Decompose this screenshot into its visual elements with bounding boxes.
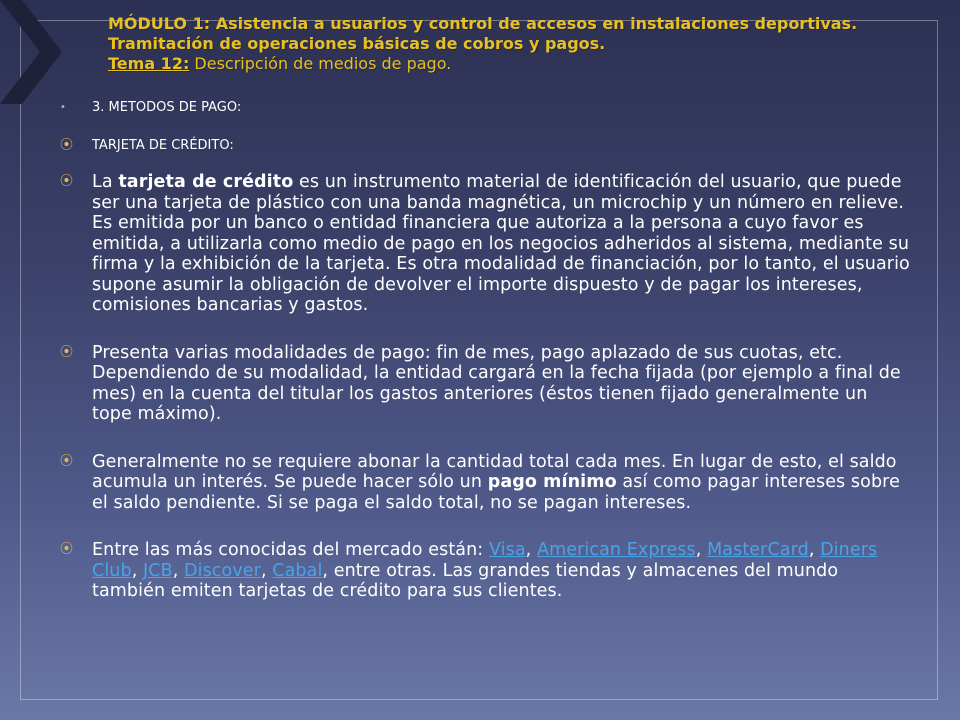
p1-bold: tarjeta de crédito — [118, 172, 294, 192]
subheading: TARJETA DE CRÉDITO: — [92, 138, 234, 153]
paragraph-4-text — [92, 540, 910, 602]
link-visa[interactable]: Visa — [488, 540, 526, 560]
p1-c: es un instrumento material de identificación del usuario, que puede ser una tarjeta de plástico con una banda magnética, un microchip y un número en relieve. Es emitida por un banco o entidad financiera que autoriza a la persona a cuyo favor es emitida, a utilizarla como medio de pago en los negocios adheridos al sistema, mediante su firma y la exhibición de la tarjeta. Es otra modalidad de financiación, por lo tanto, el usuario supone asumir la obligación de devolver el importe dispuesto y de pagar los intereses, comisiones bancarias y gastos. — [92, 172, 910, 315]
link-discover[interactable]: Discover — [184, 560, 261, 581]
link-separator: , — [172, 560, 185, 581]
section-heading: 3. METODOS DE PAGO: — [92, 100, 242, 115]
paragraph-1-text — [92, 172, 910, 316]
circle-target-icon: ⦿ — [60, 453, 74, 469]
link-mastercard[interactable]: MasterCard — [707, 540, 809, 560]
link-american-express[interactable]: American Express — [537, 540, 696, 560]
circle-target-icon: ⦿ — [60, 344, 74, 360]
slide-content — [60, 96, 910, 602]
title-line-1: MÓDULO 1: Asistencia a usuarios y control de accesos en instalaciones deportivas. — [108, 14, 858, 33]
link-diners-club[interactable]: Diners Club — [92, 540, 878, 581]
p3-a: Generalmente no se requiere abonar la cantidad total cada mes. En lugar de esto, el saldo acumula un interés. Se puede hacer sólo un — [92, 451, 897, 492]
tema-text: Descripción de medios de pago. — [189, 54, 452, 73]
p4-outro: , entre otras. Las grandes tiendas y almacenes del mundo también emiten tarjetas de crédito para sus clientes. — [92, 560, 839, 601]
tema-label: Tema 12: — [108, 54, 190, 73]
circle-target-icon: ⦿ — [60, 174, 74, 189]
circle-target-icon: ⦿ — [60, 138, 74, 153]
paragraph-3 — [60, 452, 910, 514]
chevron-right-icon — [0, 0, 62, 104]
section-heading-item — [60, 98, 910, 118]
link-jcb[interactable]: JCB — [143, 560, 173, 581]
paragraph-2-text: Presenta varias modalidades de pago: fin de mes, pago aplazado de sus cuotas, etc. Dependiendo de su modalidad, la entidad cargará en la fecha fijada (por ejemplo a final de mes) en la cuenta del titular los gastos anteriores (éstos tienen fijado generalmente un tope máximo). — [92, 342, 901, 424]
slide-title — [108, 14, 928, 74]
link-separator: , — [525, 540, 537, 560]
paragraph-4 — [60, 540, 910, 602]
link-separator: , — [695, 540, 708, 560]
paragraph-3-text — [92, 452, 910, 514]
dot-bullet-icon: • — [60, 102, 66, 113]
title-line-3 — [108, 54, 928, 74]
paragraph-2 — [60, 343, 910, 425]
link-separator: , — [260, 560, 273, 581]
link-cabal[interactable]: Cabal — [272, 560, 323, 581]
title-line-2: Tramitación de operaciones básicas de cobros y pagos. — [108, 34, 606, 53]
circle-target-icon: ⦿ — [60, 542, 74, 557]
p3-bold: pago mínimo — [487, 472, 617, 492]
subheading-item — [60, 136, 910, 156]
p3-c: así como pagar intereses sobre el saldo pendiente. Si se paga el saldo total, no se pagan intereses. — [92, 472, 900, 513]
paragraph-1 — [60, 172, 910, 316]
p4-intro: Entre las más conocidas del mercado están: — [92, 540, 489, 560]
link-separator: , — [131, 560, 144, 581]
p1-a: La — [92, 172, 119, 192]
link-separator: , — [808, 540, 821, 560]
